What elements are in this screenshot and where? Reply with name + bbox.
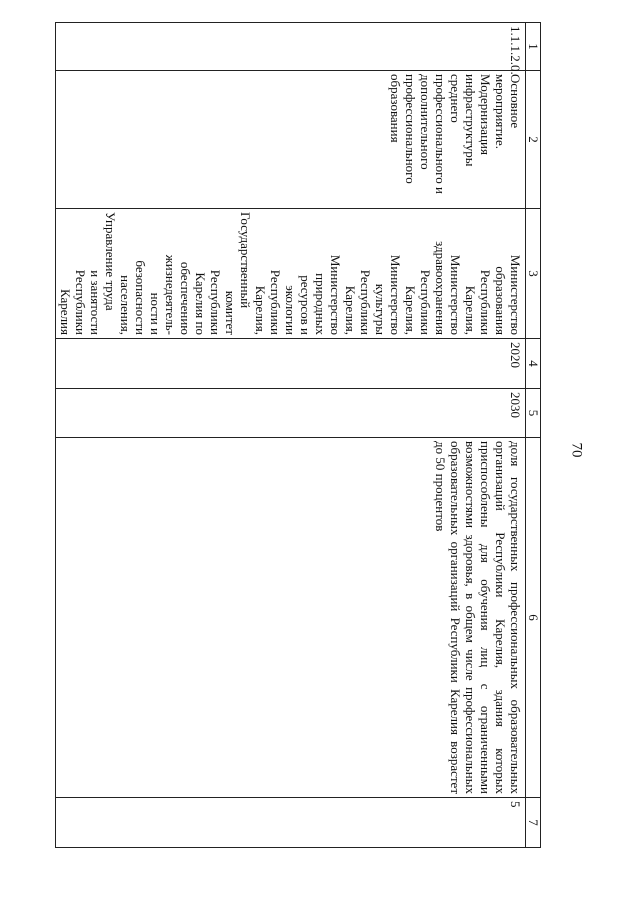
executor-line: Карелия, [463, 285, 478, 335]
table-row [56, 23, 526, 848]
executor-line: комитет [223, 290, 238, 335]
end-year-cell: 2030 [56, 389, 526, 438]
executor-line: Республики [418, 269, 433, 335]
executor-line: Карелия, [253, 285, 268, 335]
indicator-cell: доля государственных профессиональных образовательных организаций Республики Карелия, здания которых приспособлены для обучения лиц с ограниченными возможностями здоровья, в общем числе профессиональных образовательных организаций Республики Карелия возрастет до 50 процентов [56, 438, 526, 798]
executor-line: ресурсов и [298, 275, 313, 335]
executor-line: экологии [283, 285, 298, 335]
executor-line: Республики [208, 269, 223, 335]
header-col-7: 7 [526, 798, 541, 848]
executor-line: Карелия, [343, 285, 358, 335]
header-col-5: 5 [526, 389, 541, 438]
executor-line: безопасности [133, 260, 148, 335]
rotated-table-page [58, 22, 541, 847]
header-row [526, 23, 541, 848]
executor-line: Министерство [328, 254, 343, 335]
executor-line: природных [313, 273, 328, 335]
link-cell: 5 [56, 798, 526, 848]
executor-line: ности и [148, 292, 163, 335]
executor-line: образования [493, 266, 508, 335]
event-cell [56, 71, 526, 209]
executor-line: Управление труда [103, 212, 118, 311]
executor-line: Республики [358, 269, 373, 335]
header-col-1: 1 [526, 23, 541, 71]
executor-line: обеспечению [178, 261, 193, 335]
event-line: профессионального и [433, 74, 448, 194]
executor-line: культуры [373, 283, 388, 335]
executor-line: Республики [73, 269, 88, 335]
executor-line: Республики [478, 269, 493, 335]
executor-line: Министерство [448, 254, 463, 335]
header-col-6: 6 [526, 438, 541, 798]
code-cell: 1.1.1.2.0. [56, 23, 526, 71]
executor-line: Министерство [388, 254, 403, 335]
header-col-2: 2 [526, 71, 541, 209]
event-line: профессионального [403, 74, 418, 184]
executor-cell [56, 209, 526, 339]
executor-line: населения, [118, 275, 133, 335]
start-year-cell: 2020 [56, 339, 526, 389]
program-table [55, 22, 541, 848]
page-number: 70 [568, 442, 585, 458]
executor-line: Республики [268, 269, 283, 335]
event-line: образования [388, 74, 403, 143]
event-line: Основное мероприятие. [493, 74, 523, 150]
event-line: инфраструктуры среднего [448, 74, 478, 167]
executor-line: Министерство [508, 254, 523, 335]
executor-line: Карелия [58, 289, 73, 335]
executor-line: Государственный [238, 212, 253, 309]
executor-line: здравоохранения [433, 241, 448, 335]
header-col-4: 4 [526, 339, 541, 389]
event-line: Модернизация [478, 74, 493, 155]
executor-line: и занятости [88, 270, 103, 335]
executor-line: Карелия, [403, 285, 418, 335]
executor-line: жизнедеятель- [163, 254, 178, 335]
executor-line: Карелия по [193, 272, 208, 335]
header-col-3: 3 [526, 209, 541, 339]
event-line: дополнительного [418, 74, 433, 170]
